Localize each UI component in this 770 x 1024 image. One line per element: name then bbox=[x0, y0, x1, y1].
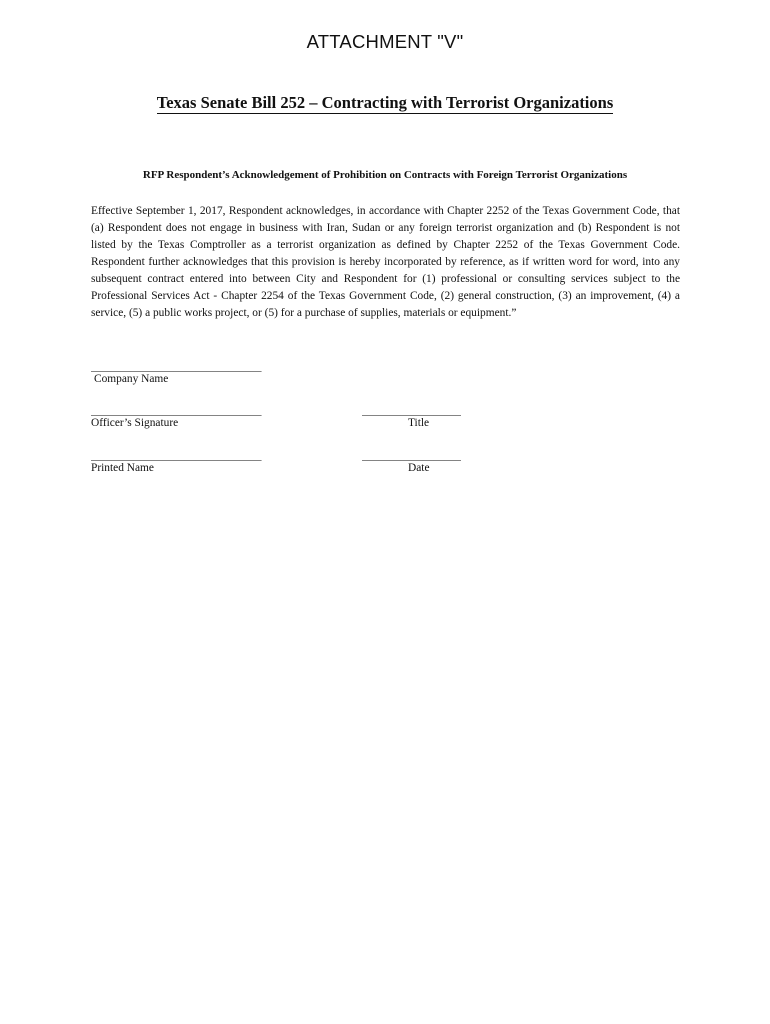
acknowledgement-subtitle: RFP Respondent’s Acknowledgement of Prohibition on Contracts with Foreign Terrorist Organizations bbox=[142, 169, 628, 181]
officer-signature-label: Officer’s Signature bbox=[91, 417, 179, 429]
officer-signature-line[interactable]: _______________________________ bbox=[91, 405, 262, 417]
printed-name-line[interactable]: _______________________________ bbox=[91, 450, 262, 462]
title-label: Title bbox=[408, 417, 430, 429]
date-label: Date bbox=[408, 462, 430, 474]
document-title bbox=[0, 93, 770, 113]
document-title-text: Texas Senate Bill 252 – Contracting with Terrorist Organizations bbox=[156, 93, 614, 112]
acknowledgement-paragraph: Effective September 1, 2017, Respondent acknowledges, in accordance with Chapter 2252 of the Texas Government Code, that (a) Respondent does not engage in business with Iran, Sudan or any foreign terrorist organization and (b) Respondent is not listed by the Texas Comptroller as a terrorist organization as defined by Chapter 2252 of the Texas Government Code. Respondent further acknowledges that this provision is hereby incorporated by reference, as if written word for word, into any subsequent contract entered into between City and Respondent for (1) professional or consulting services subject to the Professional Services Act - Chapter 2254 of the Texas Government Code, (2) general construction, (3) an improvement, (4) a service, (5) a public works project, or (5) for a purchase of supplies, materials or equipment.” bbox=[91, 205, 680, 319]
company-name-label: Company Name bbox=[94, 373, 169, 385]
company-name-line[interactable]: _______________________________ bbox=[91, 361, 262, 373]
attachment-heading: ATTACHMENT "V" bbox=[306, 31, 464, 52]
printed-name-label: Printed Name bbox=[91, 462, 154, 474]
title-line[interactable]: __________________ bbox=[362, 405, 461, 417]
date-line[interactable]: __________________ bbox=[362, 450, 461, 462]
